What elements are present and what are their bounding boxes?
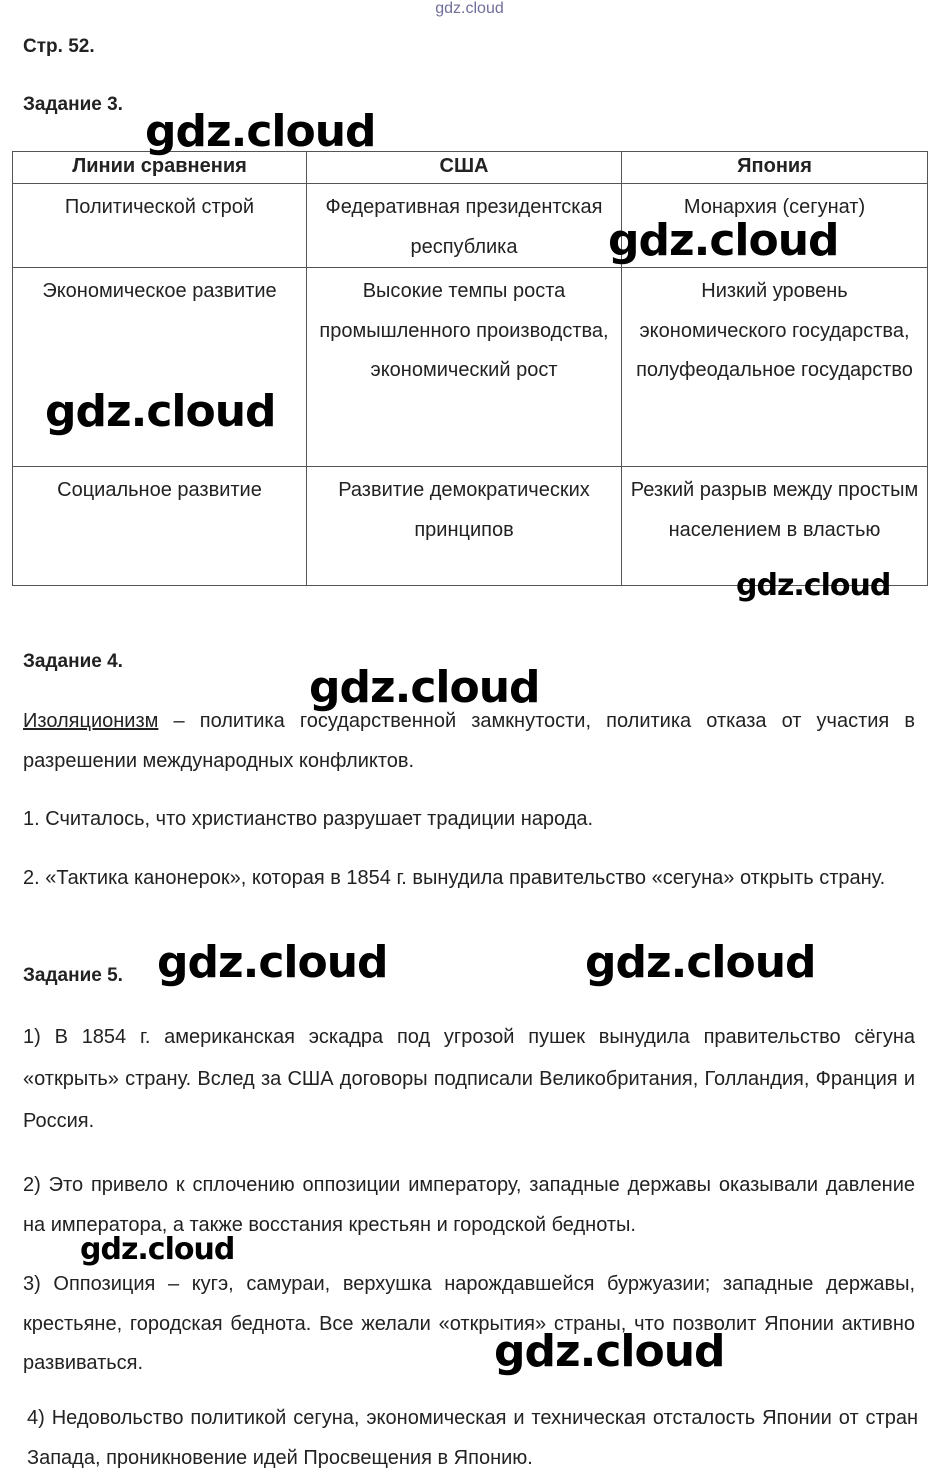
task4-point-2: 2. «Тактика канонерок», которая в 1854 г. вынудила правительство «сегуна» открыть страну.: [23, 867, 886, 889]
task5-point-3: 3) Оппозиция – кугэ, самураи, верхушка нарождавшейся буржуазии; западные державы, крестьяне, городская беднота. Все желали «открытия» страны, что позволит Японии активно развиваться.: [23, 1273, 915, 1374]
task4-point-1: 1. Считалось, что христианство разрушает традиции народа.: [23, 808, 594, 830]
term: Изоляционизм: [23, 710, 159, 732]
table-header-cell: Линии сравнения: [13, 152, 307, 184]
task4-definition: [23, 702, 915, 781]
table-cell: Федеративная президентская республика: [307, 184, 622, 268]
task5-point-2: 2) Это привело к сплочению оппозиции императору, западные державы оказывали давление на императора, а также восстания крестьян и городской бедноты.: [23, 1174, 915, 1236]
table-cell: Развитие демократических принципов: [307, 467, 622, 586]
table-cell: Экономическое развитие: [13, 268, 307, 467]
page-ref: Стр. 52.: [23, 36, 95, 57]
watermark: gdz.cloud: [608, 215, 839, 266]
watermark: gdz.cloud: [80, 1232, 235, 1267]
table-cell: Высокие темпы роста промышленного производства, экономический рост: [307, 268, 622, 467]
table-cell: Монархия (сегунат): [622, 184, 928, 268]
watermark: gdz.cloud: [157, 937, 388, 988]
watermark: gdz.cloud: [309, 662, 540, 713]
watermark: gdz.cloud: [585, 937, 816, 988]
watermark: gdz.cloud: [145, 106, 376, 157]
table-header-cell: США: [307, 152, 622, 184]
table-cell: Резкий разрыв между простым населением в властью: [622, 467, 928, 586]
watermark: gdz.cloud: [45, 386, 276, 437]
top-watermark: gdz.cloud: [435, 0, 504, 17]
task5-point-1: 1) В 1854 г. американская эскадра под угрозой пушек вынудила правительство сёгуна «открыть» страну. Вслед за США договоры подписали Великобритания, Голландия, Франция и Россия.: [23, 1026, 915, 1132]
table-header-cell: Япония: [622, 152, 928, 184]
table-cell: Социальное развитие: [13, 467, 307, 586]
table-cell: Низкий уровень экономического государства, полуфеодальное государство: [622, 268, 928, 467]
task4-heading: Задание 4.: [23, 651, 123, 672]
task3-heading: Задание 3.: [23, 94, 123, 115]
watermark: gdz.cloud: [736, 568, 891, 603]
watermark: gdz.cloud: [494, 1326, 725, 1377]
task5-heading: Задание 5.: [23, 965, 123, 986]
task5-point-4: 4) Недовольство политикой сегуна, экономическая и техническая отсталость Японии от стран Запада, проникновение идей Просвещения в Японию.: [27, 1407, 918, 1469]
definition-text: – политика государственной замкнутости, политика отказа от участия в разрешении международных конфликтов.: [23, 710, 915, 772]
table-cell: Политической строй: [13, 184, 307, 268]
